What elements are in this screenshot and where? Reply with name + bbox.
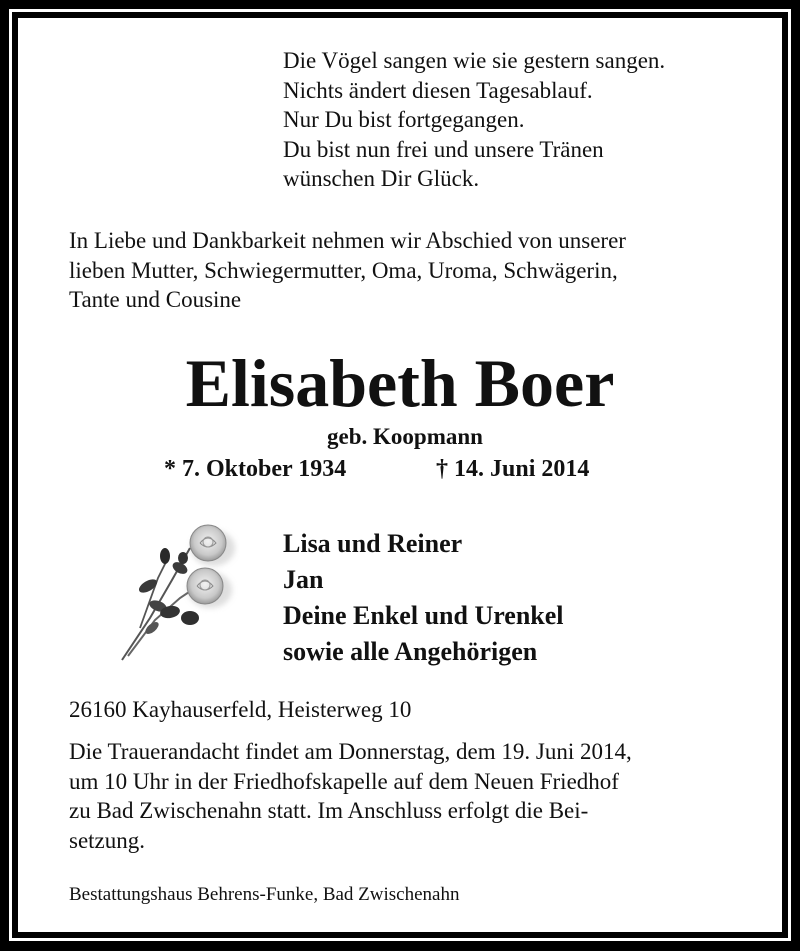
- poem-line: Nichts ändert diesen Tagesablauf.: [283, 77, 593, 103]
- funeral-home: Bestattungshaus Behrens-Funke, Bad Zwischenahn: [69, 884, 460, 905]
- service-line: zu Bad Zwischenahn statt. Im Anschluss erfolgt die Bei-: [69, 798, 589, 823]
- mourners-list: [283, 526, 564, 670]
- death-date: † 14. Juni 2014: [436, 456, 590, 482]
- poem-line: Nur Du bist fortgegangen.: [283, 107, 525, 132]
- intro-line: In Liebe und Dankbarkeit nehmen wir Abschied von unserer: [69, 228, 626, 253]
- mourner: Deine Enkel und Urenkel: [283, 601, 564, 630]
- poem: [283, 46, 665, 194]
- intro-line: Tante und Cousine: [69, 287, 242, 312]
- service-line: Die Trauerandacht findet am Donnerstag, dem 19. Juni 2014,: [69, 739, 632, 764]
- maiden-name: geb. Koopmann: [327, 424, 483, 449]
- service-line: setzung.: [69, 827, 146, 853]
- mourner: Jan: [283, 565, 324, 594]
- deceased-name: Elisabeth Boer: [185, 345, 615, 421]
- rose-icon: [110, 508, 240, 668]
- birth-date: * 7. Oktober 1934: [164, 456, 347, 482]
- poem-line: Du bist nun frei und unsere Tränen: [283, 136, 604, 162]
- mourner: Lisa und Reiner: [283, 529, 463, 558]
- service-line: um 10 Uhr in der Friedhofskapelle auf dem Neuen Friedhof: [69, 768, 619, 794]
- intro-text: [69, 226, 734, 315]
- mourner: sowie alle Angehörigen: [283, 637, 538, 666]
- address: 26160 Kayhauserfeld, Heisterweg 10: [69, 697, 412, 722]
- poem-line: wünschen Dir Glück.: [283, 166, 480, 191]
- intro-line: lieben Mutter, Schwiegermutter, Oma, Uroma, Schwägerin,: [69, 257, 618, 283]
- poem-line: Die Vögel sangen wie sie gestern sangen.: [283, 48, 666, 73]
- obituary-notice: [18, 18, 782, 932]
- funeral-service-info: [69, 737, 733, 855]
